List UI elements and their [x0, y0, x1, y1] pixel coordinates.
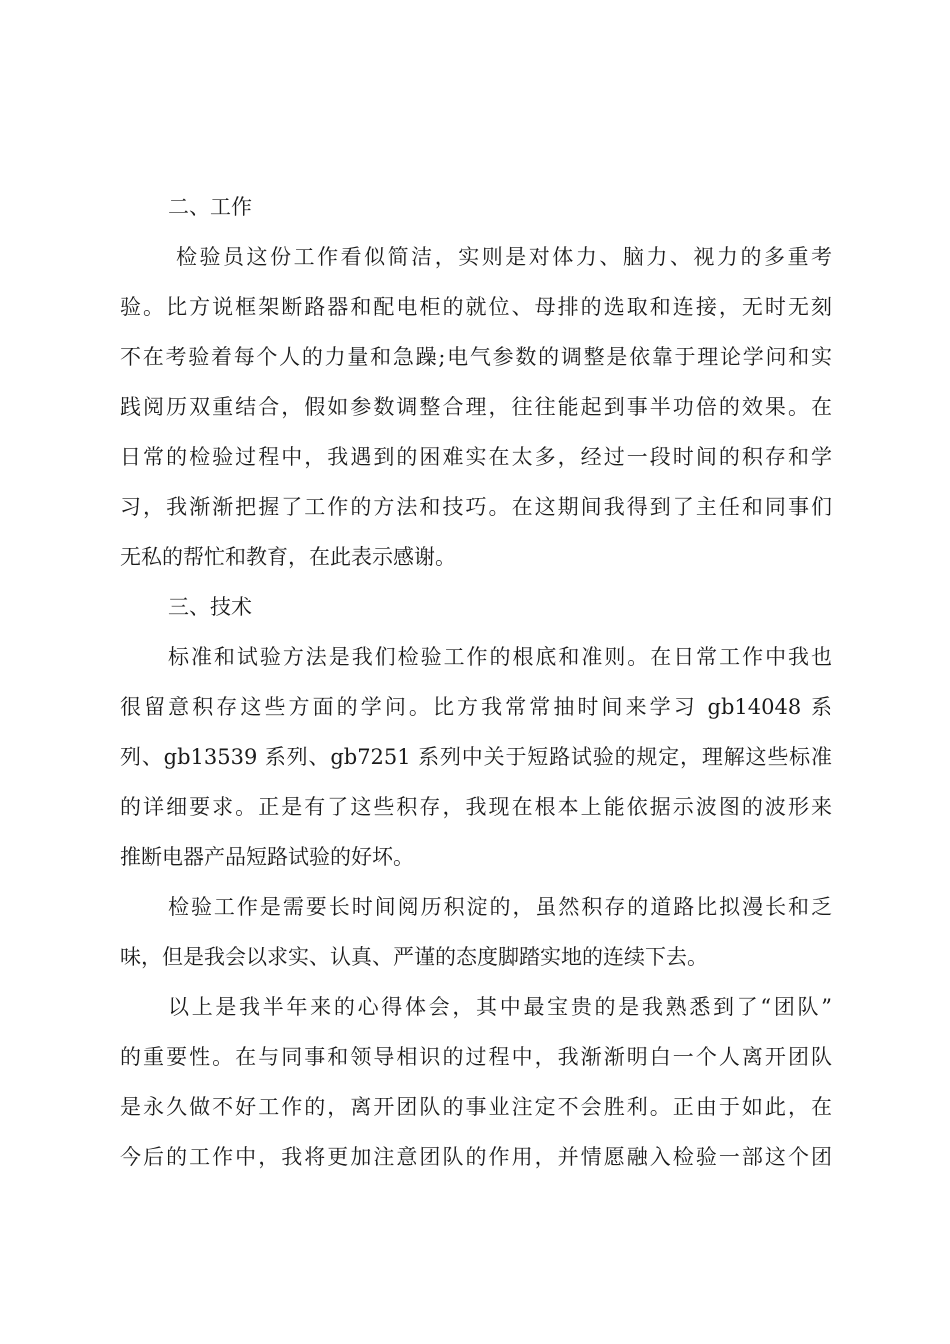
paragraph-line: 今后的工作中，我将更加注意团队的作用，并情愿融入检验一部这个团 [120, 1145, 832, 1169]
paragraph-line: 很留意积存这些方面的学问。比方我常常抽时间来学习 gb14048 系 [120, 695, 832, 719]
paragraph-line: 日常的检验过程中，我遇到的困难实在太多，经过一段时间的积存和学 [120, 445, 832, 469]
paragraph-line: 检验工作是需要长时间阅历积淀的，虽然积存的道路比拟漫长和乏 [168, 895, 832, 919]
paragraph-line: 不在考验着每个人的力量和急躁;电气参数的调整是依靠于理论学问和实 [120, 345, 832, 369]
section-heading-work: 二、工作 [168, 195, 252, 219]
paragraph-line: 标准和试验方法是我们检验工作的根底和准则。在日常工作中我也 [168, 645, 832, 669]
paragraph-line: 无私的帮忙和教育，在此表示感谢。 [120, 545, 456, 569]
paragraph-line: 的重要性。在与同事和领导相识的过程中，我渐渐明白一个人离开团队 [120, 1045, 832, 1069]
paragraph-line: 习，我渐渐把握了工作的方法和技巧。在这期间我得到了主任和同事们 [120, 495, 832, 519]
section-heading-technique: 三、技术 [168, 595, 252, 619]
paragraph-line: 列、gb13539 系列、gb7251 系列中关于短路试验的规定，理解这些标准 [120, 745, 832, 769]
paragraph-line: 检验员这份工作看似简洁，实则是对体力、脑力、视力的多重考 [176, 245, 832, 269]
paragraph-line: 以上是我半年来的心得体会，其中最宝贵的是我熟悉到了“团队” [168, 995, 832, 1019]
paragraph-line: 验。比方说框架断路器和配电柜的就位、母排的选取和连接，无时无刻 [120, 295, 832, 319]
paragraph-line: 的详细要求。正是有了这些积存，我现在根本上能依据示波图的波形来 [120, 795, 832, 819]
paragraph-line: 味，但是我会以求实、认真、严谨的态度脚踏实地的连续下去。 [120, 945, 708, 969]
paragraph-line: 践阅历双重结合，假如参数调整合理，往往能起到事半功倍的效果。在 [120, 395, 832, 419]
paragraph-line: 是永久做不好工作的，离开团队的事业注定不会胜利。正由于如此，在 [120, 1095, 832, 1119]
paragraph-line: 推断电器产品短路试验的好坏。 [120, 845, 414, 869]
